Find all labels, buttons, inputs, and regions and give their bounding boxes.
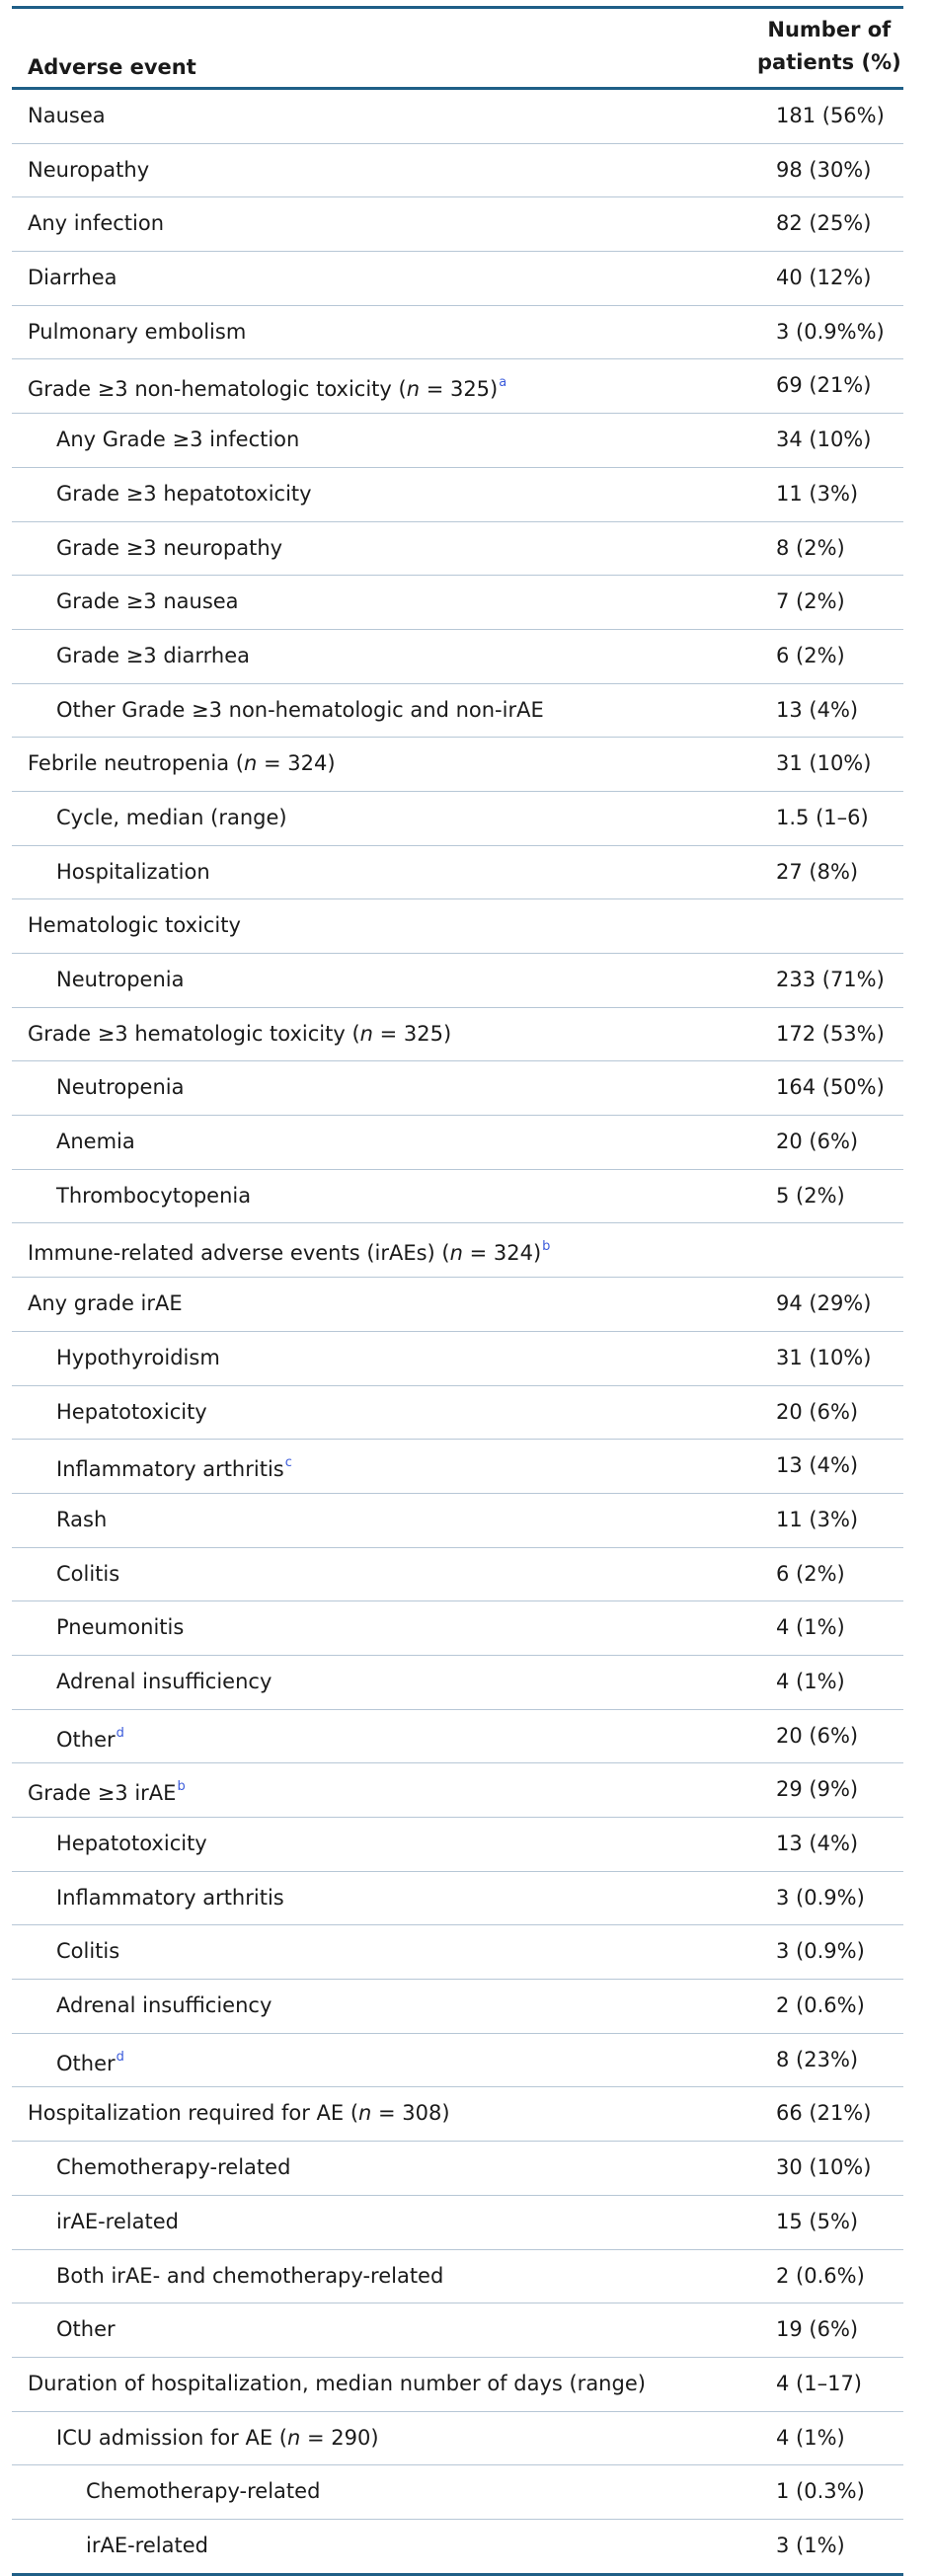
- row-label: [28, 1223, 550, 1279]
- table-row: [12, 792, 903, 846]
- row-value: 20 (6%): [776, 1130, 859, 1154]
- table-row: [12, 846, 903, 900]
- row-label: [56, 1925, 119, 1977]
- table-row: [12, 1008, 903, 1062]
- footnote-marker: b: [542, 1239, 551, 1255]
- table-row: [12, 1061, 903, 1116]
- row-label: [56, 1116, 135, 1167]
- table-row: [12, 1601, 903, 1656]
- label-text: = 308): [371, 2101, 450, 2126]
- italic-n: n: [406, 377, 421, 402]
- table-row: [12, 144, 903, 198]
- row-label: [56, 1494, 107, 1545]
- label-text: Both irAE- and chemotherapy-related: [56, 2263, 444, 2288]
- label-text: Other: [56, 2051, 116, 2075]
- row-label: [56, 684, 544, 736]
- row-value: 11 (3%): [776, 1507, 859, 1531]
- label-text: Hospitalization required for AE (: [28, 2101, 359, 2126]
- row-label: [28, 359, 506, 415]
- row-value: 69 (21%): [776, 373, 872, 398]
- label-text: = 290): [300, 2425, 379, 2450]
- row-value: 66 (21%): [776, 2101, 872, 2126]
- row-value: 13 (4%): [776, 697, 859, 722]
- table-row: [12, 252, 903, 306]
- row-label: [28, 738, 336, 789]
- italic-n: n: [359, 1021, 373, 1046]
- row-label: [56, 1872, 284, 1923]
- table-row: [12, 359, 903, 414]
- label-text: Adrenal insufficiency: [56, 1669, 272, 1693]
- label-text: Neuropathy: [28, 157, 150, 182]
- label-text: Grade ≥3 diarrhea: [56, 643, 250, 667]
- label-text: Thrombocytopenia: [56, 1183, 252, 1208]
- row-label: [86, 2465, 320, 2517]
- row-value: 2 (0.6%): [776, 2263, 865, 2288]
- row-label: [56, 792, 287, 843]
- footnote-marker: c: [284, 1455, 292, 1471]
- row-label: [56, 2303, 116, 2355]
- table-row: [12, 1980, 903, 2034]
- table-body: [12, 90, 903, 2573]
- label-text: Hepatotoxicity: [56, 1399, 207, 1424]
- label-text: Hematologic toxicity: [28, 913, 241, 938]
- row-value: 29 (9%): [776, 1777, 859, 1802]
- table-row: [12, 2250, 903, 2304]
- row-value: 181 (56%): [776, 104, 885, 127]
- row-label: [28, 1278, 183, 1329]
- row-label: [56, 1061, 184, 1113]
- table-row: [12, 306, 903, 360]
- label-text: Colitis: [56, 1939, 120, 1964]
- label-text: Hospitalization: [56, 859, 210, 884]
- label-text: Immune-related adverse events (irAEs) (: [28, 1241, 450, 1266]
- row-label: [28, 2087, 450, 2139]
- row-value: 30 (10%): [776, 2155, 872, 2180]
- label-text: Diarrhea: [28, 266, 117, 290]
- row-value: 233 (71%): [776, 968, 885, 991]
- row-value: 98 (30%): [776, 157, 872, 182]
- italic-n: n: [244, 751, 258, 776]
- row-label: [28, 2358, 646, 2409]
- row-value: 3 (0.9%): [776, 1885, 865, 1910]
- label-text: Hypothyroidism: [56, 1345, 220, 1369]
- table-row: [12, 1818, 903, 1872]
- row-value: 13 (4%): [776, 1832, 859, 1855]
- row-label: [56, 1386, 207, 1438]
- table-row: [12, 1386, 903, 1441]
- label-text: Any grade irAE: [28, 1291, 183, 1316]
- row-value: 40 (12%): [776, 266, 872, 290]
- table-row: [12, 1116, 903, 1170]
- row-label: [56, 1818, 207, 1869]
- label-text: Duration of hospitalization, median number of days (range): [28, 2371, 646, 2395]
- table-row: [12, 1548, 903, 1602]
- header-number-of-patients: [757, 14, 901, 79]
- table-row: [12, 1710, 903, 1764]
- bottom-rule: [12, 2573, 903, 2576]
- row-label: [28, 90, 106, 141]
- row-value: 1 (0.3%): [776, 2479, 865, 2504]
- row-label: [56, 2034, 124, 2089]
- table-header: [12, 9, 903, 90]
- table-row: [12, 414, 903, 468]
- row-label: [56, 576, 239, 627]
- row-value: 1.5 (1–6): [776, 805, 869, 829]
- row-value: 8 (2%): [776, 535, 845, 560]
- table-row: [12, 2412, 903, 2466]
- adverse-events-table: [12, 6, 903, 2576]
- table-row: [12, 684, 903, 739]
- row-label: [28, 252, 117, 303]
- row-value: 15 (5%): [776, 2209, 859, 2233]
- label-text: Grade ≥3 nausea: [56, 589, 239, 614]
- table-row: [12, 197, 903, 252]
- row-label: [56, 1332, 220, 1383]
- label-text: Inflammatory arthritis: [56, 1885, 284, 1910]
- row-label: [56, 414, 299, 465]
- row-label: [56, 2142, 290, 2193]
- table-row: [12, 899, 903, 954]
- italic-n: n: [358, 2101, 372, 2126]
- footnote-marker: d: [116, 1725, 124, 1741]
- table-row: [12, 522, 903, 577]
- row-label: [56, 1548, 119, 1600]
- row-label: [56, 1980, 272, 2031]
- header-number-of-patients-line2: patients (%): [757, 50, 901, 74]
- table-row: [12, 1925, 903, 1980]
- label-text: Rash: [56, 1507, 108, 1531]
- row-value: 13 (4%): [776, 1453, 859, 1478]
- row-label: [56, 1710, 124, 1765]
- footnote-marker: b: [177, 1779, 186, 1795]
- label-text: Chemotherapy-related: [86, 2479, 321, 2504]
- table-row: [12, 90, 903, 144]
- label-text: Febrile neutropenia (: [28, 751, 245, 776]
- header-adverse-event: Adverse event: [28, 55, 196, 79]
- row-label: [28, 197, 164, 249]
- label-text: Inflammatory arthritis: [56, 1457, 284, 1482]
- table-row: [12, 576, 903, 630]
- label-text: Grade ≥3 hepatotoxicity: [56, 481, 312, 506]
- table-row: [12, 1223, 903, 1278]
- label-text: Hepatotoxicity: [56, 1832, 207, 1855]
- label-text: Chemotherapy-related: [56, 2155, 291, 2180]
- row-value: 6 (2%): [776, 643, 845, 667]
- table-row: [12, 1440, 903, 1494]
- row-value: 19 (6%): [776, 2317, 859, 2342]
- table-row: [12, 1170, 903, 1224]
- row-label: [56, 468, 312, 519]
- table-row: [12, 1494, 903, 1548]
- row-label: [56, 1170, 251, 1221]
- row-label: [56, 846, 210, 898]
- row-value: 172 (53%): [776, 1021, 885, 1046]
- row-value: 3 (0.9%%): [776, 319, 885, 344]
- table-row: [12, 1656, 903, 1710]
- table-row: [12, 2303, 903, 2358]
- label-text: Cycle, median (range): [56, 805, 287, 829]
- label-text: Grade ≥3 neuropathy: [56, 535, 283, 560]
- row-label: [56, 1601, 184, 1653]
- label-text: = 324): [462, 1241, 542, 1266]
- row-label: [28, 899, 241, 951]
- table-row: [12, 2142, 903, 2196]
- row-label: [56, 522, 282, 574]
- italic-n: n: [287, 2425, 301, 2450]
- header-number-of-patients-line1: Number of: [767, 18, 892, 41]
- table-row: [12, 630, 903, 684]
- footnote-marker: a: [499, 375, 507, 391]
- label-text: Any infection: [28, 211, 165, 236]
- row-value: 27 (8%): [776, 859, 859, 884]
- label-text: = 325): [372, 1021, 452, 1046]
- label-text: irAE-related: [86, 2533, 208, 2557]
- label-text: Other: [56, 1727, 116, 1752]
- label-text: = 324): [257, 751, 336, 776]
- table-row: [12, 1872, 903, 1926]
- row-label: [28, 306, 246, 357]
- table-row: [12, 2520, 903, 2573]
- table-row: [12, 1763, 903, 1818]
- row-value: 2 (0.6%): [776, 1993, 865, 2018]
- label-text: Grade ≥3 irAE: [28, 1781, 177, 1806]
- row-value: 4 (1%): [776, 1669, 845, 1693]
- row-value: 20 (6%): [776, 1399, 859, 1424]
- footnote-marker: d: [116, 2049, 124, 2065]
- table-row: [12, 1278, 903, 1332]
- row-label: [56, 2412, 379, 2463]
- table-row: [12, 954, 903, 1008]
- label-text: Adrenal insufficiency: [56, 1993, 272, 2018]
- row-value: 82 (25%): [776, 211, 872, 236]
- row-value: 94 (29%): [776, 1291, 872, 1316]
- label-text: Any Grade ≥3 infection: [56, 428, 300, 452]
- label-text: Pulmonary embolism: [28, 319, 247, 344]
- row-label: [28, 144, 149, 195]
- table-row: [12, 2358, 903, 2412]
- table-row: [12, 738, 903, 792]
- label-text: Grade ≥3 hematologic toxicity (: [28, 1021, 360, 1046]
- row-value: 31 (10%): [776, 751, 872, 776]
- label-text: Neutropenia: [56, 1075, 185, 1100]
- table-row: [12, 2196, 903, 2250]
- row-value: 11 (3%): [776, 481, 859, 506]
- row-label: [56, 1440, 292, 1495]
- row-label: [28, 1008, 451, 1059]
- row-value: 3 (1%): [776, 2533, 845, 2557]
- row-label: [28, 1763, 186, 1819]
- label-text: Other: [56, 2317, 116, 2342]
- row-value: 5 (2%): [776, 1183, 845, 1208]
- table-row: [12, 1332, 903, 1386]
- label-text: Nausea: [28, 104, 106, 127]
- row-value: 34 (10%): [776, 428, 872, 452]
- label-text: = 325): [420, 377, 499, 402]
- row-value: 164 (50%): [776, 1075, 885, 1100]
- table-row: [12, 2087, 903, 2142]
- row-label: [86, 2520, 208, 2571]
- label-text: Colitis: [56, 1561, 120, 1586]
- row-label: [56, 2250, 443, 2302]
- label-text: Anemia: [56, 1130, 135, 1154]
- row-value: 20 (6%): [776, 1723, 859, 1748]
- row-label: [56, 1656, 272, 1707]
- row-value: 4 (1%): [776, 2425, 845, 2450]
- label-text: Pneumonitis: [56, 1615, 185, 1640]
- row-value: 8 (23%): [776, 2047, 859, 2071]
- label-text: Other Grade ≥3 non-hematologic and non-irAE: [56, 697, 544, 722]
- table-row: [12, 2034, 903, 2088]
- row-value: 6 (2%): [776, 1561, 845, 1586]
- table-row: [12, 468, 903, 522]
- row-label: [56, 630, 250, 681]
- row-label: [56, 954, 184, 1005]
- row-value: 4 (1–17): [776, 2371, 863, 2395]
- row-value: 3 (0.9%): [776, 1939, 865, 1964]
- table-row: [12, 2465, 903, 2520]
- label-text: irAE-related: [56, 2209, 179, 2233]
- row-value: 31 (10%): [776, 1345, 872, 1369]
- label-text: Grade ≥3 non-hematologic toxicity (: [28, 377, 407, 402]
- row-label: [56, 2196, 179, 2247]
- row-value: 7 (2%): [776, 589, 845, 614]
- italic-n: n: [449, 1241, 463, 1266]
- label-text: Neutropenia: [56, 968, 185, 991]
- label-text: ICU admission for AE (: [56, 2425, 287, 2450]
- row-value: 4 (1%): [776, 1615, 845, 1640]
